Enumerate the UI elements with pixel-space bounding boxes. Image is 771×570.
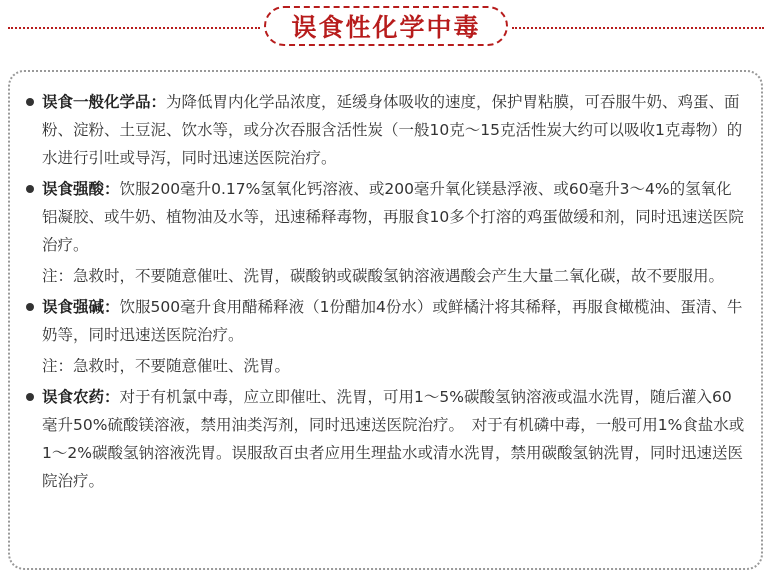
item-label: 误食一般化学品： [42,93,167,111]
content-list [26,88,746,498]
item-text: 饮服200毫升0.17%氢氧化钙溶液、或200毫升氧化镁悬浮液、或60毫升3～4%的氢氧化铝凝胶、或牛奶、植物油及水等，迅速稀释毒物，再服食10多个打溶的鸡蛋做缓和剂，同时迅速送医院治疗。 [42,180,744,254]
page-title: 误食性化学中毒 [291,13,481,42]
title-pill [264,6,508,46]
item-label: 误食强碱： [42,298,120,316]
list-item-strong-alkali [26,293,746,349]
list-item-strong-acid [26,175,746,259]
title-divider-left [8,27,260,29]
item-label: 误食强酸： [42,180,120,198]
bullet-icon [26,98,34,106]
item-text: 饮服500毫升食用醋稀释液（1份醋加4份水）或鲜橘汁将其稀释，再服食橄榄油、蛋清、牛奶等，同时迅速送医院治疗。 [42,298,743,344]
item-text: 对于有机氯中毒，应立即催吐、洗胃，可用1～5%碳酸氢钠溶液或温水洗胃，随后灌入60毫升50%硫酸镁溶液，禁用油类泻剂，同时迅速送医院治疗。 对于有机磷中毒，一般可用1%食盐水或1～2%碳酸氢钠溶液洗胃。误服敌百虫者应用生理盐水或清水洗胃，禁用碳酸氢钠洗胃，同时迅速送医院治疗。 [42,388,745,490]
item-label: 误食农药： [42,388,120,406]
note-strong-acid: 注：急救时，不要随意催吐、洗胃，碳酸钠或碳酸氢钠溶液遇酸会产生大量二氧化碳，故不要服用。 [42,267,725,285]
note-strong-alkali: 注：急救时，不要随意催吐、洗胃。 [42,357,291,375]
list-item-pesticide [26,383,746,495]
bullet-icon [26,303,34,311]
title-divider-right [512,27,764,29]
list-item-general-chemicals [26,88,746,172]
item-text: 为降低胃内化学品浓度，延缓身体吸收的速度，保护胃粘膜，可吞服牛奶、鸡蛋、面粉、淀粉、土豆泥、饮水等，或分次吞服含活性炭（一般10克～15克活性炭大约可以吸收1克毒物）的水进行引吐或导泻，同时迅速送医院治疗。 [42,93,743,167]
bullet-icon [26,185,34,193]
title-banner [0,6,771,50]
bullet-icon [26,393,34,401]
